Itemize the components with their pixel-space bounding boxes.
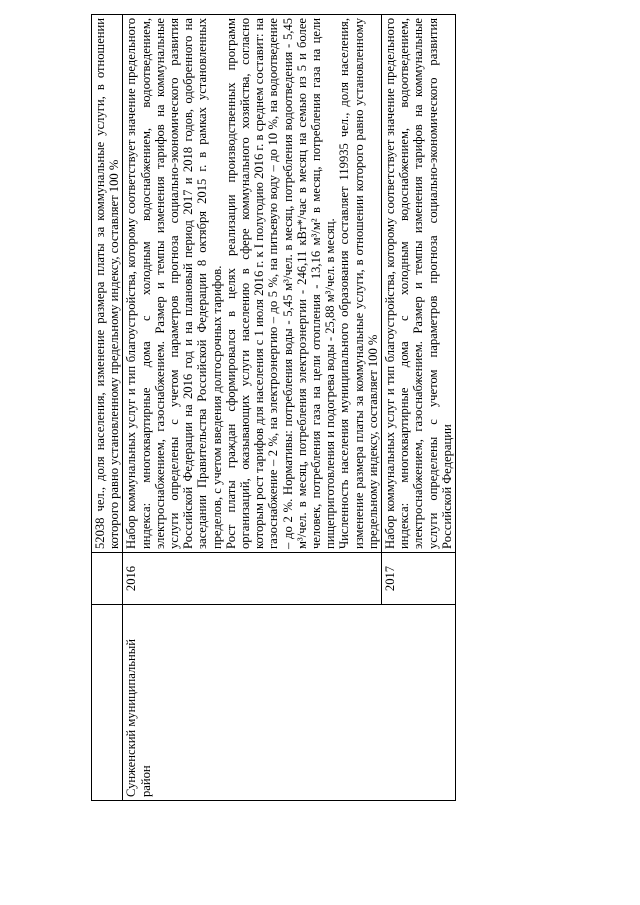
description-cell-continued: [92, 15, 123, 553]
description-cell-2017: [382, 15, 456, 553]
table-row-2016: [123, 15, 382, 801]
description-clip: [383, 18, 455, 549]
description-cell-2016: [123, 15, 382, 553]
region-cell-empty: [92, 605, 123, 801]
tariff-table: [91, 14, 456, 801]
table-row-continued: [92, 15, 123, 801]
year-cell-2016: 2016: [123, 553, 382, 605]
year-cell-empty: [92, 553, 123, 605]
rotated-table-container: [91, 15, 579, 801]
description-paragraph: Численность населения муниципального образования составляет 119935 чел., доля населения, изменение размера платы за коммунальные услуги, в отношении которого равно установленному предельному индексу, составляет 100 %: [337, 18, 380, 549]
description-paragraph: Набор коммунальных услуг и тип благоустройства, которому соответствует значение предельного индекса: многоквартирные дома с холодным водоснабжением, водоотведением, электроснабжением, газоснабжением. Размер и темпы изменения тарифов на коммунальные услуги определены с учетом параметров прогноза социально-экономического развития Российской Федерации: [383, 18, 454, 549]
region-cell: Сунженский муниципальный район: [123, 605, 456, 801]
year-cell-2017: 2017: [382, 553, 456, 605]
description-paragraph: Рост платы граждан сформировался в целях реализации производственных программ организаций, оказывающих услуги населению в сфере коммунального хозяйства, согласно которым рост тарифов для населения с 1 июля 2016 г. к I полугодию 2016 г. в среднем составит: на газоснабжение – 2 %, на электроэнергию – до 5 %, на питьевую воду – до 10 %, на водоотведение – до 2 %. Нормативы: потребления воды - 5,45 м³/чел. в месяц, потребления водоотведения - 5,45 м³/чел. в месяц, потребления электроэнергии - 246,11 кВт*/час в месяц на семью из 5 и более человек, потребления газа на цели отопления - 13,16 м³/м² в месяц, потребления газа на цели пищеприготовления и подогрева воды - 25,88 м³/чел. в месяц.: [223, 18, 338, 549]
description-paragraph: Набор коммунальных услуг и тип благоустройства, которому соответствует значение предельного индекса: многоквартирные дома с холодным водоснабжением, водоотведением, электроснабжением, газоснабжением. Размер и темпы изменения тарифов на коммунальные услуги определены с учетом параметров прогноза социально-экономического развития Российской Федерации на 2016 год и на плановый период 2017 и 2018 годов, одобренного на заседании Правительства Российской Федерации 8 октября 2015 г. в рамках установленных пределов, с учетом введения долгосрочных тарифов.: [124, 18, 224, 549]
continued-text: 52038 чел., доля населения, изменение размера платы за коммунальные услуги, в отношении которого равно установленному предельному индексу, составляет 100 %: [93, 18, 122, 549]
